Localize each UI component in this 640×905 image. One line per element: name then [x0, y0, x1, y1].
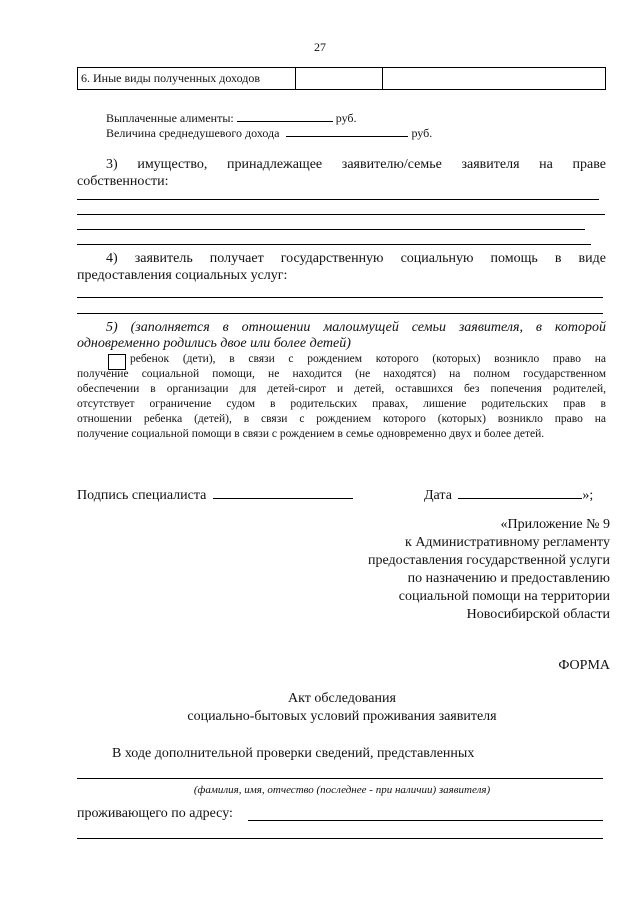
- property-field-2[interactable]: [77, 214, 605, 215]
- appendix-line: по назначению и предоставлению: [407, 571, 610, 586]
- section4-line2: предоставления социальных услуг:: [77, 268, 288, 283]
- property-field-4[interactable]: [77, 244, 591, 245]
- form-label: ФОРМА: [558, 658, 610, 673]
- applicant-name-field[interactable]: [77, 778, 603, 779]
- fio-hint: (фамилия, имя, отчество (последнее - при наличии) заявителя): [193, 784, 491, 796]
- specialist-signature-line: [77, 485, 353, 504]
- section5-line2: одновременно родились двое или более детей): [77, 336, 351, 351]
- avg-income-label: Величина среднедушевого дохода: [106, 126, 280, 140]
- services-field-1[interactable]: [77, 297, 603, 298]
- date-field[interactable]: [458, 485, 582, 499]
- page-number: 27: [314, 40, 326, 54]
- income-table: [77, 67, 606, 90]
- appendix-line: «Приложение № 9: [500, 517, 610, 532]
- date-end: »;: [582, 488, 594, 503]
- section3-line2: собственности:: [77, 174, 169, 189]
- appendix-line: предоставления государственной услуги: [368, 553, 610, 568]
- appendix-line: Новосибирской области: [466, 607, 610, 622]
- appendix-line: социальной помощи на территории: [398, 589, 610, 604]
- table-row: [78, 68, 606, 90]
- section5-para-line5: отношении ребенка (детей), в связи с рождением которого (которых) возникло право на: [77, 413, 606, 425]
- avg-income-field[interactable]: [286, 125, 408, 137]
- alimony-unit: руб.: [335, 111, 357, 125]
- avg-income-unit: руб.: [411, 126, 433, 140]
- alimony-line: [106, 110, 357, 126]
- alimony-label: Выплаченные алименты:: [106, 111, 234, 125]
- signature-field[interactable]: [213, 485, 353, 499]
- address-field-1[interactable]: [248, 820, 603, 821]
- section5-para-line3: обеспечении в организации для детей-сирот и детей, оставшихся без попечения родителей,: [77, 383, 606, 395]
- section5-para-line4: отсутствует ограничение судом в родительских правах, лишение родительских прав в: [77, 398, 606, 410]
- address-label: проживающего по адресу:: [77, 806, 233, 821]
- intro-text: В ходе дополнительной проверки сведений, представленных: [112, 746, 475, 761]
- address-field-2[interactable]: [77, 838, 603, 839]
- act-title: Акт обследования: [288, 691, 396, 706]
- section5-para-line1: ребенок (дети), в связи с рождением которого (которых) возникло право на: [130, 353, 606, 365]
- date-label: Дата: [424, 488, 452, 503]
- section4-line1: 4) заявитель получает государственную социальную помощь в виде: [106, 251, 606, 266]
- income-row-label: 6. Иные виды полученных доходов: [78, 68, 296, 90]
- section5-line1: 5) (заполняется в отношении малоимущей семьи заявителя, в которой: [106, 320, 606, 335]
- signature-label: Подпись специалиста: [77, 488, 207, 503]
- date-line: [424, 485, 593, 504]
- income-cell[interactable]: [383, 68, 606, 90]
- property-field-3[interactable]: [77, 229, 585, 230]
- property-field-1[interactable]: [77, 199, 599, 200]
- income-cell[interactable]: [296, 68, 383, 90]
- avg-income-line: [106, 125, 432, 141]
- alimony-field[interactable]: [237, 110, 333, 122]
- act-subtitle: социально-бытовых условий проживания заявителя: [187, 709, 497, 724]
- appendix-block: [300, 516, 610, 624]
- services-field-2[interactable]: [77, 313, 603, 314]
- section5-para-line6: получение социальной помощи в связи с рождением в семье одновременно двух и более детей.: [77, 428, 545, 440]
- section3-line1: 3) имущество, принадлежащее заявителю/семье заявителя на праве: [106, 157, 606, 172]
- appendix-line: к Административному регламенту: [405, 535, 610, 550]
- section5-para-line2: получение социальной помощи, не находится (не находятся) на полном государственном: [77, 368, 606, 380]
